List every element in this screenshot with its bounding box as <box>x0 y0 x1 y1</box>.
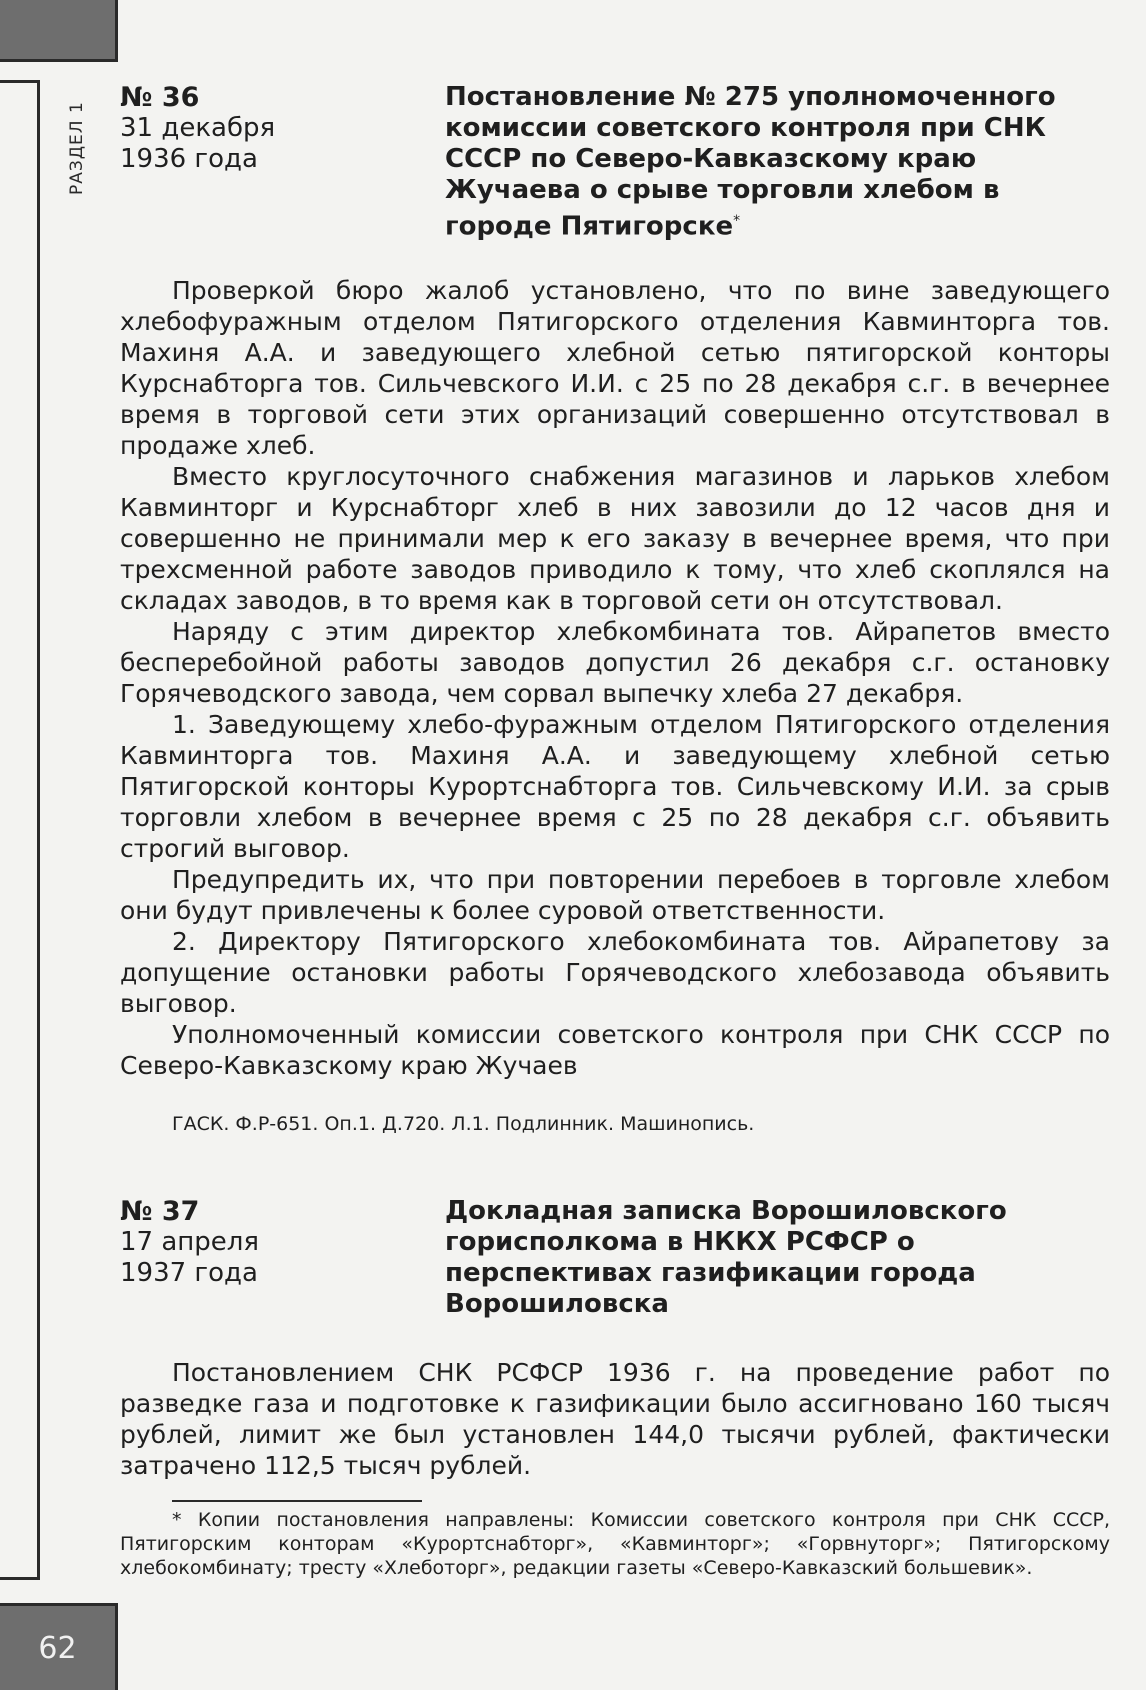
page-number: 62 <box>0 1603 118 1690</box>
doc36-number: № 36 <box>120 82 200 113</box>
doc36-body <box>120 275 1110 1081</box>
footnote-text: Копии постановления направлены: Комиссии советского контроля при СНК СССР, Пятигорским конторам «Курортснабторг», «Кавминторг»; «Горвнуторг»; Пятигорскому хлебокомбинату; тресту «Хлеботорг», редакции газеты «Северо-Кавказский большевик». <box>120 1509 1110 1579</box>
doc36-date-day: 31 декабря <box>120 113 276 143</box>
footnote-divider <box>172 1500 422 1502</box>
doc36-title <box>445 82 1085 243</box>
footnote-mark: * <box>172 1509 182 1531</box>
doc36-meta <box>120 82 420 175</box>
doc37-meta <box>120 1196 420 1289</box>
doc36-signature: Уполномоченный комиссии советского контроля при СНК СССР по Северо-Кавказскому краю Жучаев <box>120 1020 1110 1080</box>
footnote-body <box>120 1508 1110 1580</box>
doc37-date-year: 1937 года <box>120 1258 258 1288</box>
doc36-paragraph: Проверкой бюро жалоб установлено, что по вине заведующего хлебофуражным отделом Пятигорского отделения Кавминторга тов. Махиня А.А. и заведующего хлебной сетью пятигорской конторы Курснабторга тов. Сильчевского И.И. с 25 по 28 декабря с.г. в вечернее время в торговой сети этих организаций совершенно отсутствовал в продаже хлеб. <box>120 276 1110 460</box>
doc36-archive-source: ГАСК. Ф.Р-651. Оп.1. Д.720. Л.1. Подлинник. Машинопись. <box>172 1113 755 1135</box>
doc36-paragraph: 2. Директору Пятигорского хлебокомбината тов. Айрапетову за допущение остановки работы Горячеводского хлебозавода объявить выговор. <box>120 927 1110 1018</box>
side-frame <box>0 80 40 1580</box>
doc37-paragraph: Постановлением СНК РСФСР 1936 г. на проведение работ по разведке газа и подготовке к газификации было ассигновано 160 тысяч рублей, лимит же был установлен 144,0 тысячи рублей, фактически затрачено 112,5 тысяч рублей. <box>120 1358 1110 1480</box>
doc36-title-text: Постановление № 275 уполномоченного комиссии советского контроля при СНК СССР по Северо-Кавказскому краю Жучаева о срыве торговли хлебом в городе Пятигорске <box>445 82 1056 242</box>
doc36-paragraph: 1. Заведующему хлебо-фуражным отделом Пятигорского отделения Кавминторга тов. Махиня А.А. и заведующему хлебной сетью Пятигорской конторы Курортснабторга тов. Сильчевскому И.И. за срыв торговли хлебом в вечернее время с 25 по 28 декабря с.г. объявить строгий выговор. <box>120 710 1110 863</box>
doc36-paragraph: Наряду с этим директор хлебкомбината тов. Айрапетов вместо бесперебойной работы заводов допустил 26 декабря с.г. остановку Горячеводского завода, чем сорвал выпечку хлеба 27 декабря. <box>120 617 1110 708</box>
doc36-paragraph: Предупредить их, что при повторении перебоев в торговле хлебом они будут привлечены к более суровой ответственности. <box>120 865 1110 925</box>
doc36-footnote-mark: * <box>733 213 741 229</box>
corner-block-top <box>0 0 118 62</box>
footnote <box>120 1508 1110 1580</box>
doc37-number: № 37 <box>120 1196 200 1227</box>
section-label: РАЗДЕЛ 1 <box>67 101 87 195</box>
doc36-date-year: 1936 года <box>120 144 258 174</box>
doc37-body <box>120 1357 1110 1481</box>
doc37-title: Докладная записка Ворошиловского горисполкома в НККХ РСФСР о перспективах газификации города Ворошиловска <box>445 1196 1007 1319</box>
doc37-date-day: 17 апреля <box>120 1227 260 1257</box>
doc36-paragraph: Вместо круглосуточного снабжения магазинов и ларьков хлебом Кавминторг и Курснабторг хлеб в них завозили до 12 часов дня и совершенно не принимали мер к его заказу в вечернее время, что при трехсменной работе заводов приводило к тому, что хлеб скоплялся на складах заводов, в то время как в торговой сети он отсутствовал. <box>120 462 1110 615</box>
